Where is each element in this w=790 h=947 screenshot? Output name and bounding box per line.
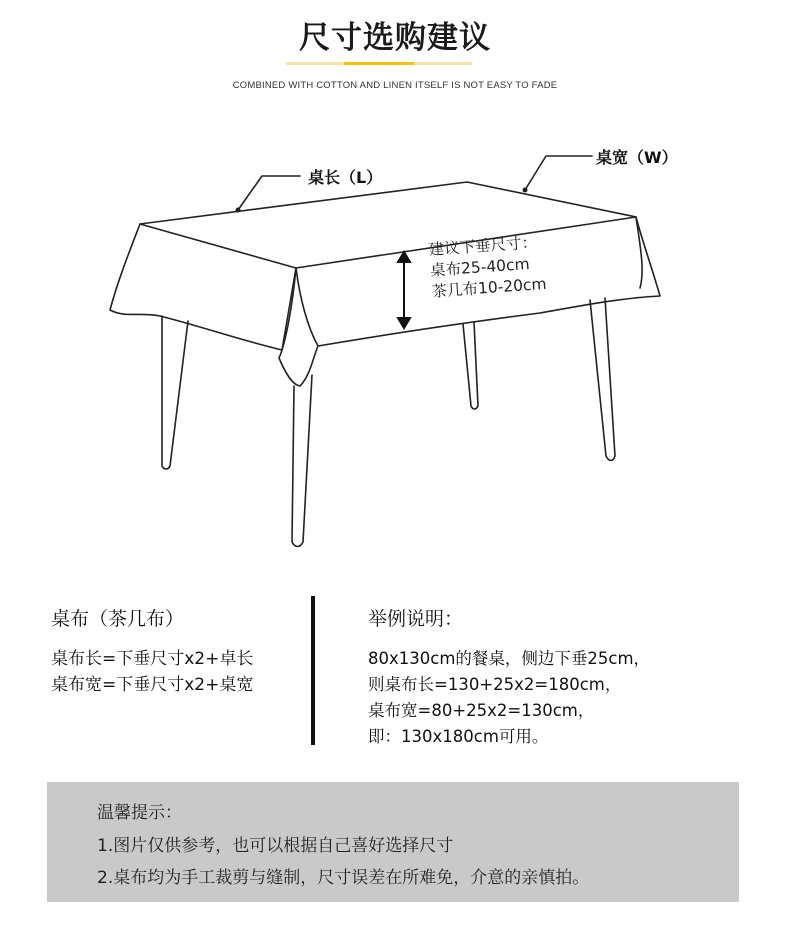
title-underline <box>286 62 472 65</box>
table-leg-back <box>463 322 478 409</box>
example-line: 则桌布长=130+25x2=180cm， <box>368 675 622 694</box>
formula-block <box>51 646 253 698</box>
tips-item: 2.桌布均为手工裁剪与缝制，尺寸误差在所难免，介意的亲慎拍。 <box>97 868 590 888</box>
drop-arrow <box>398 252 410 328</box>
drop-size-note <box>428 232 547 303</box>
drop-tablecloth: 桌布25-40cm <box>429 254 531 280</box>
example-line: 即：130x180cm可用。 <box>368 727 549 746</box>
title-underline-accent <box>344 62 414 65</box>
tips-title: 温馨提示： <box>97 803 182 823</box>
table-leg-front <box>292 375 312 547</box>
formula-width: 桌布宽=下垂尺寸x2+桌宽 <box>51 675 254 695</box>
width-label: 桌宽（W） <box>596 148 678 167</box>
tips-panel <box>47 782 739 902</box>
example-line: 桌布宽=80+25x2=130cm， <box>368 701 595 720</box>
tips-item: 1.图片仅供参考，也可以根据自己喜好选择尺寸 <box>97 836 454 856</box>
tablecloth-top <box>140 182 636 268</box>
tablecloth-front-fold <box>296 268 318 346</box>
page-subtitle: COMBINED WITH COTTON AND LINEN ITSELF IS NOT EASY TO FADE <box>232 80 558 91</box>
formula-title: 桌布（茶几布） <box>51 608 185 630</box>
tips-list <box>97 830 589 894</box>
drop-title: 建议下垂尺寸： <box>428 233 538 259</box>
tablecloth-left-drape <box>110 224 296 350</box>
example-block <box>368 646 650 750</box>
example-line: 80x130cm的餐桌，侧边下垂25cm， <box>368 649 651 668</box>
page-title: 尺寸选购建议 <box>299 20 491 56</box>
length-leader-dot <box>236 208 241 213</box>
drop-coffee-table: 茶几布10-20cm <box>430 274 548 301</box>
length-label: 桌长（L） <box>308 168 383 187</box>
example-title: 举例说明： <box>368 608 464 630</box>
section-divider <box>311 596 315 745</box>
table-leg-right <box>590 298 615 461</box>
width-leader-line <box>525 156 592 190</box>
table-illustration <box>0 140 790 560</box>
table-leg-left <box>162 316 188 469</box>
formula-length: 桌布长=下垂尺寸x2+卓长 <box>51 649 254 669</box>
width-leader-dot <box>523 188 528 193</box>
